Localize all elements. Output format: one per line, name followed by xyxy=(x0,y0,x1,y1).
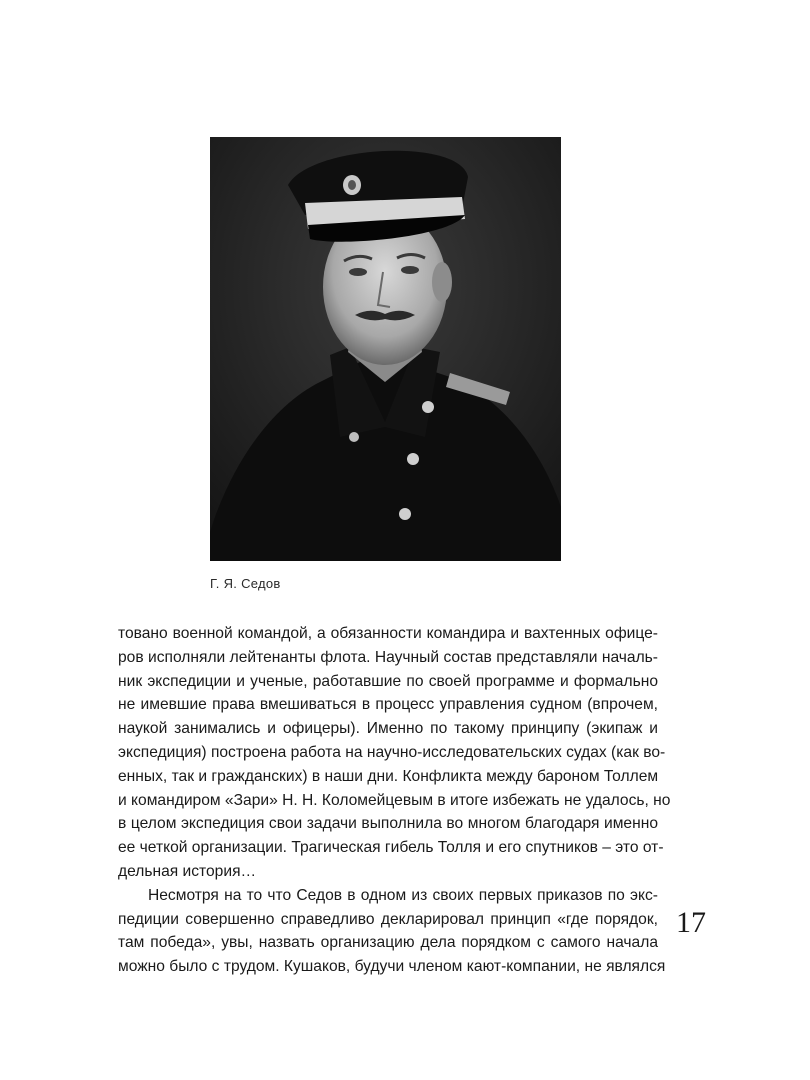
text-line: не имевшие права вмешиваться в процесс управления судном (впрочем, xyxy=(118,696,658,714)
text-line: ров исполняли лейтенанты флота. Научный состав представляли началь- xyxy=(118,648,658,666)
text-line: в целом экспедиция свои задачи выполнила во многом благодаря именно xyxy=(118,815,658,833)
text-line: и командиром «Зари» Н. Н. Коломейцевым в итоге избежать не удалось, но xyxy=(118,791,671,809)
text-line: товано военной командой, а обязанности командира и вахтенных офице- xyxy=(118,625,658,642)
page-number: 17 xyxy=(676,906,706,939)
text-line: Несмотря на то что Седов в одном из своих первых приказов по экс- xyxy=(148,886,658,904)
text-line: наукой занимались и офицеры). Именно по такому принципу (экипаж и xyxy=(118,720,658,738)
paragraph-2 xyxy=(118,884,666,979)
text-line: там победа», увы, назвать организацию дела порядком с самого начала xyxy=(118,934,658,952)
body-text xyxy=(118,622,671,979)
text-line: ник экспедиции и ученые, работавшие по своей программе и формально xyxy=(118,672,658,690)
text-line: ее четкой организации. Трагическая гибель Толля и его спутников – это от- xyxy=(118,839,664,857)
text-line: педиции совершенно справедливо декларировал принцип «где порядок, xyxy=(118,910,658,928)
text-line: енных, так и гражданских) в наши дни. Конфликта между бароном Толлем xyxy=(118,767,659,785)
text-line: можно было с трудом. Кушаков, будучи членом кают-компании, не являлся xyxy=(118,958,666,976)
portrait-illustration xyxy=(210,137,561,561)
portrait-photo xyxy=(210,137,561,561)
text-line: экспедиция) построена работа на научно-исследовательских судах (как во- xyxy=(118,743,666,761)
photo-caption: Г. Я. Седов xyxy=(210,576,281,591)
paragraph-1 xyxy=(118,622,671,884)
text-line: дельная история… xyxy=(118,862,257,880)
